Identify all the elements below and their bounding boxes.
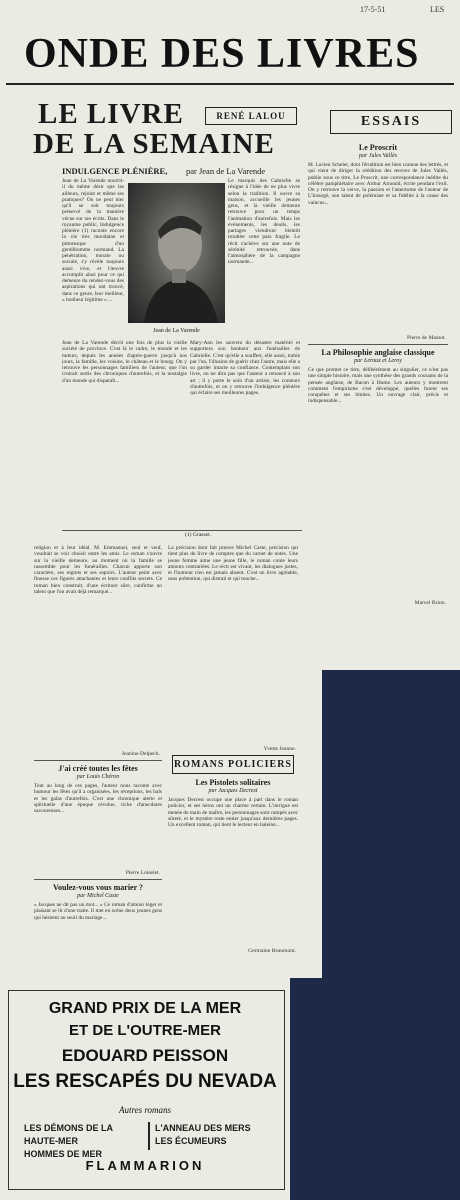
lower-signature-3: Yvette Jeanne. xyxy=(263,746,296,752)
page-label: LES xyxy=(430,5,445,14)
masthead-rule xyxy=(6,83,454,85)
essay-2-text: Ce que promet ce titre, délibérément au singulier, ce n'est pas une simple histoire, mais une synthèse des grands courants de la pensée anglaise, de Bacon à Hume. Les auteurs y montrent comment l'empirisme s'est développé, quelles furent ses conquêtes et ses limites. Un ouvrage clair, précis et indispensable... xyxy=(308,367,448,405)
feature-subtitle: INDULGENCE PLÉNIÈRE, xyxy=(62,166,168,176)
essais-header: ESSAIS xyxy=(330,110,452,134)
policier-byline: par Jacques Decrest xyxy=(208,788,258,794)
policiers-header: ROMANS POLICIERS xyxy=(172,755,294,774)
feature-footnote: (1) Grasset. xyxy=(185,532,212,538)
lower-col-2 xyxy=(168,545,298,990)
feature-col-3-text: Le marquis des Gabrielle se résigne à l'idée de ne plus vivre selon la tradition. Il ouvre sa maison, accueille les jeunes gens, et la vieille demeure retrouve pour un temps l'animation d'autrefois. Mais les événements, les deuils, les partages viendront bientôt troubler cette paix fragile. Le récit s'achève sur une note de sérénité retrouvée, dans l'atmosphère de la campagne normande... xyxy=(228,178,300,266)
ad-other-right xyxy=(155,1122,280,1148)
feature-title-1: LE LIVRE xyxy=(38,98,184,130)
ad-book-title: LES RESCAPÉS DU NEVADA xyxy=(13,1071,277,1092)
feature-byline: par Jean de La Varende xyxy=(186,166,266,176)
review-3-title: Voulez-vous vous marier ? xyxy=(53,883,143,892)
feature-col-2 xyxy=(62,340,187,528)
date-stamp: 17-5-51 xyxy=(360,5,386,14)
lower-signature-2: Pierre Loiselet. xyxy=(125,870,160,876)
policier-text: Jacques Decrest occupe une place à part dans le roman policier, et ses héros ont un charme certain. L'intrigue est menée de main de maître, les personnages sont campés avec sûreté, et le mystère reste entier jusqu'aux dernières pages. Un excellent roman, qui tient le lecteur en haleine... xyxy=(168,797,298,828)
essais-column xyxy=(308,140,448,650)
ad-other-right-a: L'ANNEAU DES MERS xyxy=(155,1123,251,1133)
lower-signature-4: Germaine Beaumont. xyxy=(248,948,296,954)
essay-2-byline: par Leroux et Leroy xyxy=(354,358,402,364)
lower-col-1 xyxy=(34,545,162,990)
essay-1-text: M. Lucien Scheler, dont l'érudition est bien connue des lettrés, et qui vient de diriger la réédition des œuvres de Jules Vallès, publie sous ce titre, Le Proscrit, une correspondance inédite du célèbre pamphlétaire avec Arthur Arnould, écrite pendant l'exil. On y retrouve la verve, la passion et l'amertume de l'auteur de L'Insurgé, son talent de polémiste et sa fidélité à la cause des vaincus... xyxy=(308,162,448,206)
feature-col-3 xyxy=(228,178,300,338)
lower-col-2-text: La précision dont fait preuve Michel Caste, précision qui tient plus du livre de comptes que du carnet de notes. Une jeune femme aime une jeune fille, le roman conte leurs amours contrariées. Le récit est vivant, les dialogues justes, et l'humour n'en est jamais absent. C'est un livre agréable, sans prétention, qui distrait et qui touche... xyxy=(168,545,298,583)
ad-divider xyxy=(148,1122,150,1150)
feature-col-4 xyxy=(190,340,300,528)
essay-1-byline: par Jules Vallès xyxy=(359,153,397,159)
essay-1-signature: Pierre de Massot. xyxy=(407,335,446,341)
ad-publisher: FLAMMARION xyxy=(85,1158,205,1173)
masthead: ONDE DES LIVRES xyxy=(24,31,420,77)
review-3-text: « Jacques ne dit pas un mot... » Ce roman d'amour léger et plaisant se lit d'une traite. Il met en scène deux jeunes gens qui hésitent au seuil du mariage... xyxy=(34,902,162,921)
feature-col-1 xyxy=(62,178,124,338)
review-3-byline: par Michel Caste xyxy=(77,893,119,899)
feature-bottom-rule xyxy=(62,530,302,531)
ad-other-left xyxy=(24,1122,144,1161)
ad-author: EDOUARD PEISSON xyxy=(61,1046,229,1065)
lower-signature-1: Jeanine Delpech. xyxy=(121,751,160,757)
ad-other-right-b: LES ÉCUMEURS xyxy=(155,1136,227,1146)
feature-title-2: DE LA SEMAINE xyxy=(33,128,275,160)
essay-1-title: Le Proscrit xyxy=(358,143,398,152)
portrait-drawing xyxy=(128,183,225,323)
ad-subheading: Autres romans xyxy=(118,1105,172,1115)
policier-title: Les Pistolets solitaires xyxy=(195,778,271,787)
author-photo xyxy=(128,183,225,323)
feature-col-4-text: Mary-Ann les sauvera du désastre matériel et supportera son bonheur aux funérailles de Gabrielle. C'est qu'elle a souffert, elle aussi, trahie par l'un, l'illusion de guérir chez l'autre, mais elle a su garder intacte sa confiance. Contemplant son livre, on ne dira pas que l'auteur a renoncé à son art ; il y porte le soin d'un artiste, les conteurs d'autrefois, et on y retrouve l'indulgence plénière qui éclaire ses meilleures pages. xyxy=(190,340,300,396)
author-box: RENÉ LALOU xyxy=(205,107,297,125)
ad-line-1: GRAND PRIX DE LA MER xyxy=(48,1000,242,1017)
lower-col-1-text: religion et à leur idéal. M. Emmanuel, seul et veuf, voudrait se voir choisir entre les amis. Le roman s'ouvre sur la vieille demeure, au moment où la famille se rassemble pour les funérailles. Chacun apporte son caractère, ses regrets et ses espoirs. L'auteur peint avec finesse ces figures attachantes et leurs conflits secrets. Ce roman bien construit, d'une écriture sûre, confirme un talent que l'on avait déjà remarqué... xyxy=(34,545,162,595)
ad-other-left-b: HOMMES DE MER xyxy=(24,1149,103,1159)
feature-col-1-text: Jean de La Varende nourrit-il du même désir que les ailleurs, rejoint et même ses pratiques? On ne peut nier qu'il se soit toujours préservé de la manière vécue sur ses écrits. Dans le royaume public, Indulgence plénière (1) raconte encore la vie très mondaine et pittoresque d'un gentilhomme normand. La pénétration, morale ou sociale, s'y révèle toujours aussi vive, et l'œuvre accomplit ainsi pour ce qui demeure du rendez-vous des aspirations qui ont trouvé, dans ce genre, leur meilleur, « bonheur légitime » ... xyxy=(62,178,124,303)
essay-2-title: La Philosophie anglaise classique xyxy=(321,348,435,357)
ad-other-left-a: LES DÉMONS DE LA HAUTE-MER xyxy=(24,1123,113,1146)
review-2-text: Tout au long de ces pages, l'auteur nous raconte avec humour les fêtes qu'il a organisées, les réceptions, les bals et les galas d'autrefois. C'est une chronique alerte et spirituelle d'une époque révolue, riche d'anecdotes savoureuses... xyxy=(34,783,162,814)
review-2-title: J'ai créé toutes les fêtes xyxy=(58,764,138,773)
feature-col-2-text: Jean de La Varende décrit une fois de plus la vieille société de province. C'est là le cadre, le monde et les mœurs, depuis les années d'après-guerre jusqu'à nos jours, la famille, les voisins, le château et le bourg. On y retrouve les personnages familiers de l'auteur, que l'on croirait sortis des chroniques d'autrefois, et la nostalgie d'un monde qui disparaît... xyxy=(62,340,187,384)
essay-2-signature: Marcel Brion. xyxy=(414,600,446,606)
review-2-byline: par Louis Chéron xyxy=(76,774,120,780)
photo-caption: Jean de La Varende xyxy=(153,328,200,334)
ad-line-2: ET DE L'OUTRE-MER xyxy=(69,1022,221,1039)
